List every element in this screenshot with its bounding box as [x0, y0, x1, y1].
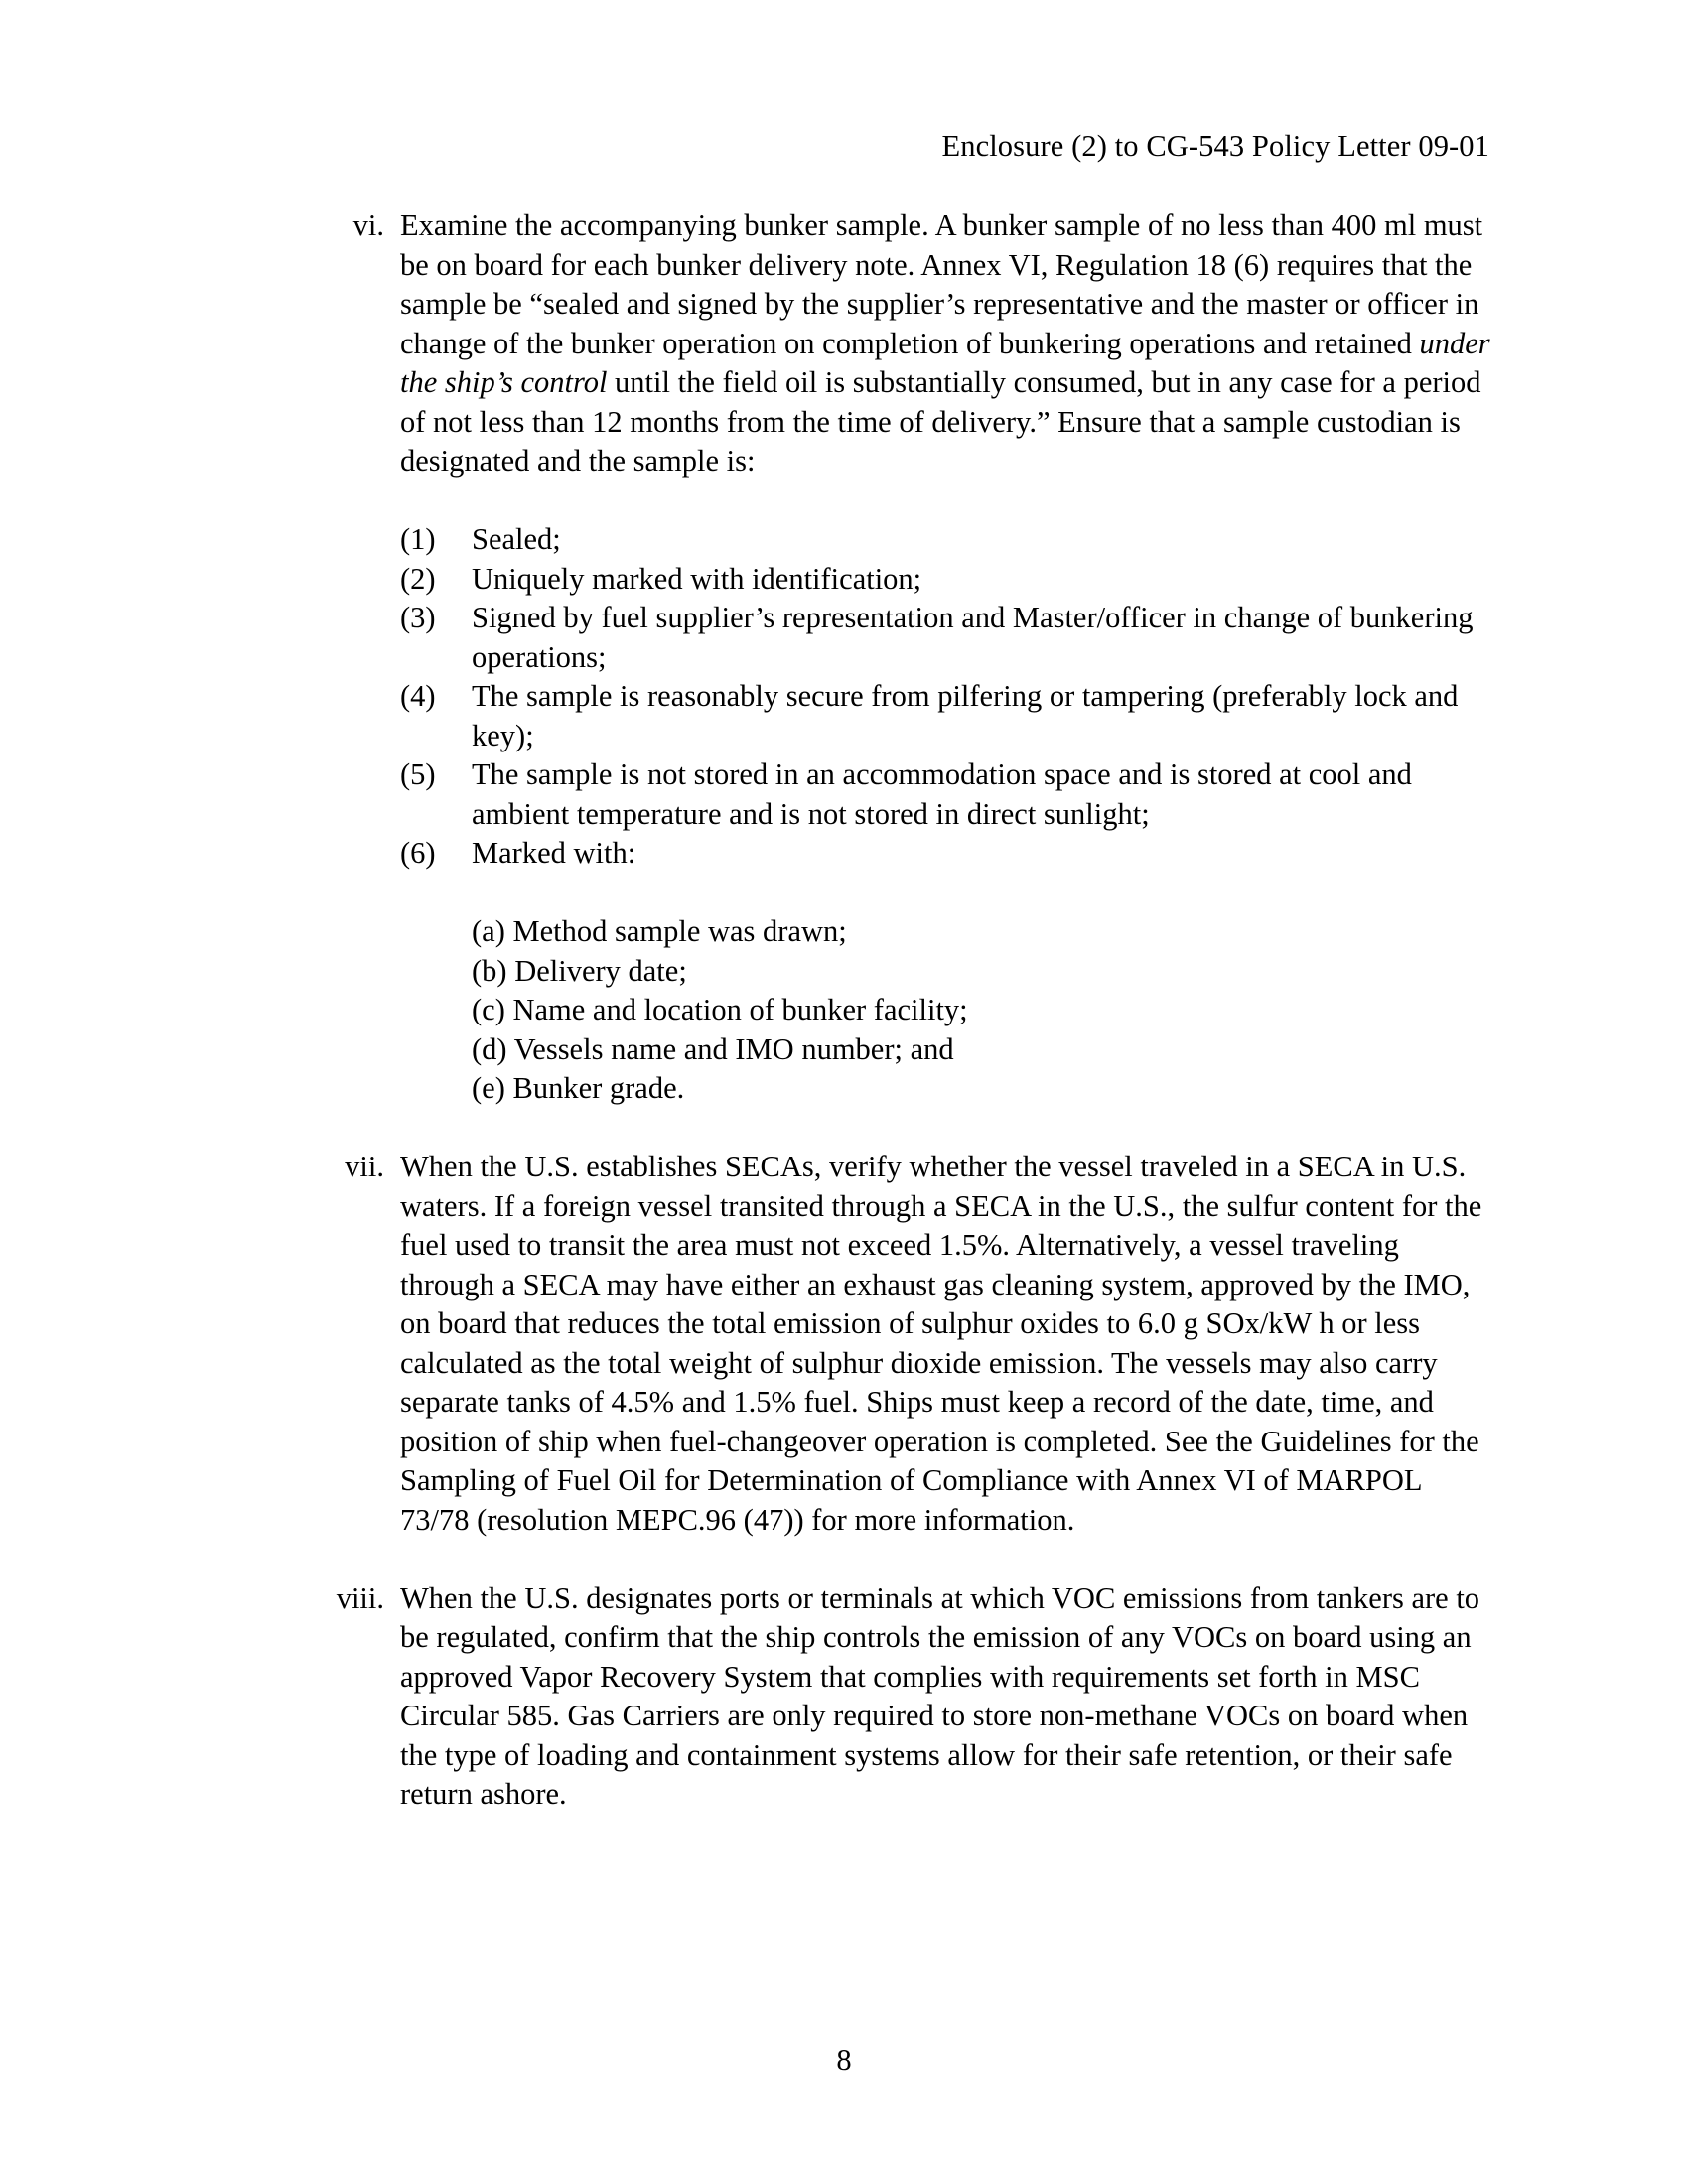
- numbered-marker: (6): [400, 836, 436, 870]
- numbered-text: Sealed;: [472, 522, 561, 556]
- document-header: Enclosure (2) to CG-543 Policy Letter 09-01: [941, 129, 1489, 163]
- clause-vii: [323, 1148, 1494, 1540]
- clause-vi-text-part-2: until the field oil is substantially consumed, but in any case for a period of not less than 12 months from the time of delivery.” Ensure that a sample custodian is designated and the sample is:: [400, 365, 1481, 478]
- numbered-text: Uniquely marked with identification;: [472, 561, 922, 596]
- numbered-marker: (2): [400, 561, 436, 596]
- clause-marker-viii: viii.: [336, 1580, 384, 1615]
- list-item: (d) Vessels name and IMO number; and: [472, 1031, 954, 1066]
- page-number: 8: [836, 2043, 852, 2077]
- clause-viii-text: When the U.S. designates ports or terminals at which VOC emissions from tankers are to be regulated, confirm that the ship controls the emission of any VOCs on board using an approved Vapor Recovery System that complies with requirements set forth in MSC Circular 585. Gas Carriers are only required to store non-methane VOCs on board when the type of loading and containment systems allow for their safe retention, or their safe return ashore.: [400, 1580, 1480, 1811]
- clause-vii-text: When the U.S. establishes SECAs, verify whether the vessel traveled in a SECA in U.S. waters. If a foreign vessel transited through a SECA in the U.S., the sulfur content for the fuel used to transit the area must not exceed 1.5%. Alternatively, a vessel traveling through a SECA may have either an exhaust gas cleaning system, approved by the IMO, on board that reduces the total emission of sulphur oxides to 6.0 g SOx/kW h or less calculated as the total weight of sulphur dioxide emission. The vessels may also carry separate tanks of 4.5% and 1.5% fuel. Ships must keep a record of the date, time, and position of ship when fuel-changeover operation is completed. See the Guidelines for the Sampling of Fuel Oil for Determination of Compliance with Annex VI of MARPOL 73/78 (resolution MEPC.96 (47)) for more information.: [400, 1150, 1482, 1537]
- list-item: [400, 560, 1494, 600]
- numbered-sublist: [400, 520, 1494, 874]
- list-item: [400, 677, 1494, 755]
- list-item: (a) Method sample was drawn;: [472, 914, 847, 948]
- list-item: [400, 520, 1494, 560]
- clause-marker-vii: vii.: [345, 1150, 384, 1183]
- clause-viii: [323, 1579, 1494, 1815]
- numbered-marker: (4): [400, 679, 436, 713]
- numbered-text: Signed by fuel supplier’s representation and Master/officer in change of bunkering operations;: [472, 601, 1474, 674]
- list-item: (b) Delivery date;: [472, 953, 687, 988]
- clause-vi-text-part-1: Examine the accompanying bunker sample. A bunker sample of no less than 400 ml must be on board for each bunker delivery note. Annex VI, Regulation 18 (6) requires that the sample be “sealed and signed by the supplier’s representative and the master or officer in change of the bunker operation on completion of bunkering operations and retained: [400, 208, 1483, 360]
- clause-vi: [323, 206, 1494, 1109]
- clause-marker-vi: vi.: [352, 208, 384, 242]
- list-item: [400, 834, 1494, 874]
- list-item: (c) Name and location of bunker facility;: [472, 993, 968, 1026]
- numbered-marker: (5): [400, 757, 436, 791]
- clause-vi-emphasis: under the ship’s control: [400, 326, 1490, 399]
- document-body: [323, 206, 1494, 1815]
- list-item: [400, 599, 1494, 677]
- lettered-sublist: [400, 912, 1494, 1109]
- numbered-marker: (1): [400, 522, 436, 556]
- list-item: [400, 755, 1494, 834]
- numbered-text: The sample is reasonably secure from pilfering or tampering (preferably lock and key);: [472, 679, 1459, 752]
- numbered-text: The sample is not stored in an accommodation space and is stored at cool and ambient temperature and is not stored in direct sunlight;: [472, 757, 1412, 831]
- clause-vi-text: [400, 206, 1494, 481]
- list-item: (e) Bunker grade.: [472, 1071, 685, 1105]
- numbered-marker: (3): [400, 601, 436, 634]
- numbered-text: Marked with:: [472, 836, 636, 870]
